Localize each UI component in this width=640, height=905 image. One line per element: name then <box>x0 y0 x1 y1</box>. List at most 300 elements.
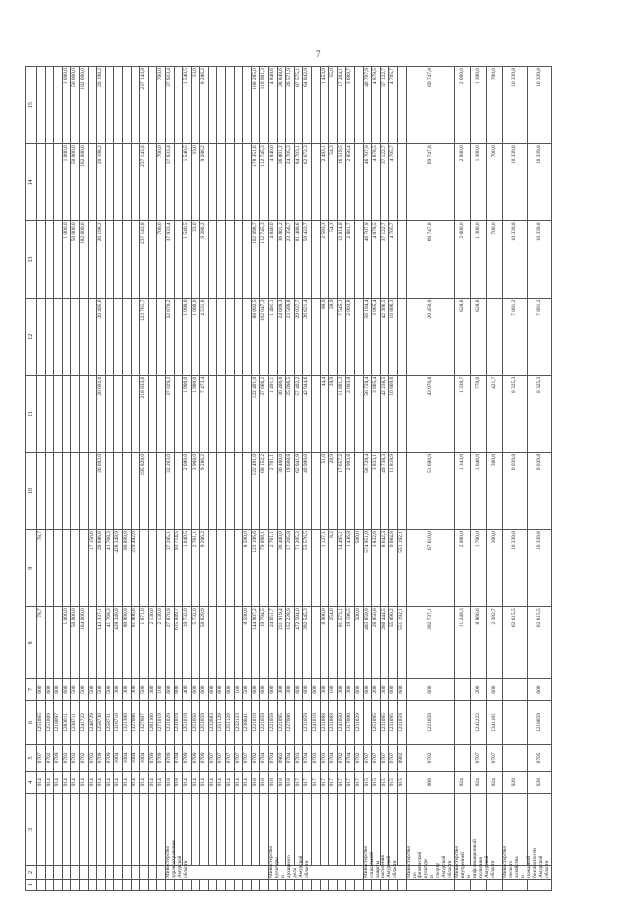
code-cell: 0707 <box>363 745 372 771</box>
amount-cell: 4 840,0 <box>269 221 278 298</box>
column-header: 9 <box>26 530 37 607</box>
amount-cell: 51,0 <box>320 452 329 529</box>
code-cell <box>62 879 71 890</box>
code-cell <box>389 793 398 865</box>
amount-cell: 574 951,0 <box>363 530 372 607</box>
amount-cell: 71 205,3 <box>294 530 303 607</box>
amount-cell <box>114 67 123 144</box>
amount-cell: 56 728,4 <box>363 452 372 529</box>
table-row <box>97 67 106 891</box>
code-cell: 500 <box>79 679 88 700</box>
amount-cell: 19 196,5 <box>346 607 355 679</box>
amount-cell: 2 761,1 <box>191 530 200 607</box>
code-cell <box>329 793 338 865</box>
amount-cell: 89 899,9 <box>122 607 131 679</box>
code-cell: 1231069 <box>329 700 338 745</box>
amount-cell: 30 400,0 <box>277 452 286 529</box>
code-cell <box>277 793 286 865</box>
amount-cell: 58 629,9 <box>200 607 209 679</box>
amount-cell: 37 122,7 <box>380 67 389 144</box>
code-cell <box>200 793 209 865</box>
amount-cell <box>105 67 114 144</box>
code-cell <box>397 793 406 865</box>
code-cell: 0902 <box>397 745 406 771</box>
amount-cell <box>37 298 46 375</box>
code-cell <box>79 793 88 865</box>
amount-cell: 41 768,3 <box>105 530 114 607</box>
amount-cell: 55 890,2 <box>389 607 398 679</box>
amount-cell: 10 339,8 <box>527 221 551 298</box>
code-cell <box>88 793 97 865</box>
code-cell: 0709 <box>200 745 209 771</box>
code-cell: 1231019 <box>174 700 183 745</box>
column-header: 4 <box>26 771 37 793</box>
amount-cell <box>217 144 226 221</box>
amount-cell: 14 495,1 <box>337 530 346 607</box>
amount-cell: 8 590,0 <box>243 607 252 679</box>
code-cell <box>226 879 235 890</box>
amount-cell: 10 339,8 <box>503 221 527 298</box>
code-cell: 914 <box>71 771 80 793</box>
amount-cell: 68 152,2 <box>260 452 269 529</box>
amount-cell: 62 615,5 <box>503 607 527 679</box>
code-cell <box>157 879 166 890</box>
amount-cell: 27 870,9 <box>165 607 174 679</box>
organization-name-cell <box>140 866 149 880</box>
amount-cell: 59 422,7 <box>303 221 312 298</box>
code-cell: 914 <box>191 771 200 793</box>
code-cell: 1231068 <box>320 700 329 745</box>
code-cell: 1248729 <box>88 700 97 745</box>
amount-cell <box>312 530 321 607</box>
code-cell: 914 <box>208 771 217 793</box>
code-cell: 100 <box>234 679 243 700</box>
code-cell: 914 <box>114 771 123 793</box>
code-cell <box>277 879 286 890</box>
amount-cell: 53 576,5 <box>303 530 312 607</box>
code-cell: 915 <box>397 771 406 793</box>
table-row <box>208 67 217 891</box>
code-cell: 0703 <box>320 745 329 771</box>
table-row <box>380 67 389 891</box>
amount-cell <box>157 298 166 375</box>
amount-cell <box>122 298 131 375</box>
amount-cell <box>62 375 71 452</box>
amount-cell <box>114 298 123 375</box>
amount-cell: 1 540,5 <box>183 221 192 298</box>
amount-cell: 8 906,0 <box>320 607 329 679</box>
amount-cell <box>226 298 235 375</box>
amount-cell: 62 072,3 <box>303 144 312 221</box>
amount-cell <box>45 375 54 452</box>
code-cell <box>294 793 303 865</box>
amount-cell <box>88 452 97 529</box>
organization-name-cell <box>45 866 54 880</box>
code-cell: 0702 <box>62 745 71 771</box>
amount-cell: 122 401,0 <box>251 375 260 452</box>
amount-cell: 4 705,7 <box>389 144 398 221</box>
amount-cell: 300,0 <box>487 530 503 607</box>
amount-cell: 1 046,0 <box>471 452 487 529</box>
table-row <box>251 67 260 891</box>
amount-cell <box>88 221 97 298</box>
code-cell: 0709 <box>97 745 106 771</box>
code-cell <box>131 793 140 865</box>
amount-cell: 64 842,8 <box>303 67 312 144</box>
amount-cell: 10 339,8 <box>503 144 527 221</box>
code-cell: 600 <box>487 679 503 700</box>
amount-cell: 102 098,7 <box>251 221 260 298</box>
code-cell <box>122 879 131 890</box>
amount-cell <box>37 452 46 529</box>
code-cell: 918 <box>260 771 269 793</box>
code-cell <box>191 793 200 865</box>
code-cell: 1221059 <box>406 700 455 745</box>
column-header: 11 <box>26 375 37 452</box>
amount-cell: 9 286,2 <box>200 452 209 529</box>
organization-name-cell <box>88 866 97 880</box>
amount-cell: 4 840,0 <box>269 144 278 221</box>
amount-cell: 3 065,4 <box>372 298 381 375</box>
amount-cell: 30 400,0 <box>277 530 286 607</box>
amount-cell <box>37 221 46 298</box>
amount-cell <box>148 67 157 144</box>
code-cell: 914 <box>37 771 46 793</box>
column-header: 7 <box>26 679 37 700</box>
organization-name-cell: Министерство здравоохранения Амурской области <box>165 866 268 880</box>
amount-cell: 1 300,0 <box>471 144 487 221</box>
code-cell <box>251 793 260 865</box>
organization-name-cell: Министерство лесного хозяйства и пожарной безопасности Амурской области <box>502 845 551 878</box>
amount-cell <box>71 530 80 607</box>
amount-cell <box>487 298 503 375</box>
code-cell: 0709 <box>157 745 166 771</box>
amount-cell: 49 900,0 <box>303 452 312 529</box>
code-cell: 1004 <box>122 745 131 771</box>
amount-cell: 123 761,7 <box>140 298 149 375</box>
amount-cell <box>234 221 243 298</box>
table-row <box>487 67 503 891</box>
amount-cell <box>217 375 226 452</box>
code-cell: 300 <box>122 679 131 700</box>
amount-cell: 2 993,8 <box>346 452 355 529</box>
code-cell: 600 <box>217 679 226 700</box>
code-cell <box>88 879 97 890</box>
code-cell: 300 <box>114 679 123 700</box>
code-cell: 1241222 <box>471 700 487 745</box>
code-cell: 914 <box>122 771 131 793</box>
amount-cell <box>243 375 252 452</box>
code-cell: 1251050 <box>191 700 200 745</box>
code-cell: 0702 <box>337 745 346 771</box>
amount-cell: 700,0 <box>157 67 166 144</box>
code-cell: 500 <box>243 679 252 700</box>
amount-cell <box>37 67 46 144</box>
code-cell <box>303 879 312 890</box>
code-cell <box>234 879 243 890</box>
amount-cell: 628,6 <box>471 298 487 375</box>
amount-cell <box>62 530 71 607</box>
code-cell <box>372 879 381 890</box>
code-cell: 917 <box>354 771 363 793</box>
code-cell: 400 <box>183 679 192 700</box>
amount-cell: 81 806,6 <box>131 607 140 679</box>
code-cell: 917 <box>346 771 355 793</box>
amount-cell: 10 809,6 <box>389 375 398 452</box>
amount-cell <box>122 67 131 144</box>
code-cell: 600 <box>397 679 406 700</box>
amount-cell <box>131 144 140 221</box>
code-cell: 917 <box>294 771 303 793</box>
code-cell: 0703 <box>312 745 321 771</box>
amount-cell: 551 192,1 <box>397 607 406 679</box>
code-cell: 914 <box>62 771 71 793</box>
code-cell: 0707 <box>234 745 243 771</box>
code-cell: 600 <box>62 679 71 700</box>
amount-cell <box>217 530 226 607</box>
amount-cell: 37 029,2 <box>165 375 174 452</box>
amount-cell: 10 339,8 <box>527 530 551 607</box>
code-cell: 915 <box>389 771 398 793</box>
code-cell: 500 <box>71 679 80 700</box>
amount-cell: 29 037,7 <box>294 298 303 375</box>
amount-cell: 25 096,5 <box>286 375 295 452</box>
amount-cell <box>208 530 217 607</box>
amount-cell <box>105 221 114 298</box>
amount-cell: 4 705,7 <box>389 67 398 144</box>
code-cell: 0707 <box>243 745 252 771</box>
table-row <box>346 67 355 891</box>
organization-name-cell <box>54 866 63 880</box>
amount-cell <box>208 298 217 375</box>
code-cell: 1327006 <box>131 700 140 745</box>
amount-cell <box>243 144 252 221</box>
amount-cell: 7 891,2 <box>527 298 551 375</box>
amount-cell: 2 761,1 <box>269 530 278 607</box>
code-cell: 600 <box>200 679 209 700</box>
amount-cell: 8,2 <box>329 530 338 607</box>
organization-name-cell: Министерство внутренней и информационной политики Амурской области <box>455 866 503 880</box>
amount-cell: 89,9 <box>320 298 329 375</box>
amount-cell: 54,3 <box>329 221 338 298</box>
code-cell <box>37 793 46 865</box>
amount-cell: 10 806,3 <box>389 298 398 375</box>
amount-cell: 195 828,0 <box>140 452 149 529</box>
code-cell <box>320 793 329 865</box>
amount-cell: 37 933,4 <box>165 144 174 221</box>
code-cell <box>165 879 174 890</box>
organization-name-cell <box>71 866 80 880</box>
amount-cell: 55,0 <box>329 67 338 144</box>
code-cell <box>346 793 355 865</box>
amount-cell: 1 990,0 <box>183 298 192 375</box>
amount-cell: 1 000,0 <box>62 221 71 298</box>
amount-cell: 2 382,7 <box>487 607 503 679</box>
code-cell: 0702 <box>79 745 88 771</box>
column-header: 6 <box>26 700 37 745</box>
amount-cell: 24 705,3 <box>286 144 295 221</box>
amount-cell: 1 491,1 <box>269 298 278 375</box>
code-cell: 300 <box>131 679 140 700</box>
code-cell: 1232083 <box>208 700 217 745</box>
amount-cell: 3 805,4 <box>372 375 381 452</box>
amount-cell: 91 573,1 <box>337 607 346 679</box>
amount-cell: 1 300,0 <box>471 67 487 144</box>
amount-cell: 42 306,5 <box>380 298 389 375</box>
table-row <box>114 67 123 891</box>
code-cell: 600 <box>303 679 312 700</box>
code-cell: 917 <box>303 771 312 793</box>
code-cell: 1251019 <box>183 700 192 745</box>
code-cell: 914 <box>243 771 252 793</box>
code-cell: 0702 <box>354 745 363 771</box>
amount-cell: 7 473,4 <box>200 375 209 452</box>
code-cell: 1221019 <box>251 700 260 745</box>
code-cell <box>45 793 54 865</box>
amount-cell: 122 491,0 <box>251 452 260 529</box>
table-row <box>234 67 243 891</box>
code-cell: 1231095 <box>380 700 389 745</box>
amount-cell: 41 768,3 <box>105 607 114 679</box>
amount-cell: 10 339,8 <box>527 144 551 221</box>
amount-cell: 33,0 <box>191 221 200 298</box>
code-cell <box>503 745 527 771</box>
code-cell: 0707 <box>389 745 398 771</box>
table-row <box>286 67 295 891</box>
code-cell: 914 <box>105 771 114 793</box>
code-cell: 0702 <box>45 745 54 771</box>
amount-cell: 37 666,2 <box>260 375 269 452</box>
code-cell: 0709 <box>148 745 157 771</box>
amount-cell: 9 286,2 <box>200 221 209 298</box>
amount-cell <box>54 221 63 298</box>
amount-cell: 32 203,0 <box>165 452 174 529</box>
code-cell: 300 <box>346 679 355 700</box>
organization-name-cell <box>148 866 157 880</box>
code-cell: 0704 <box>286 745 295 771</box>
code-cell: 600 <box>294 679 303 700</box>
amount-cell: 24 051,7 <box>269 607 278 679</box>
code-cell <box>62 793 71 865</box>
amount-cell <box>312 298 321 375</box>
amount-cell: 26 621,4 <box>303 298 312 375</box>
amount-cell: 237 143,8 <box>140 221 149 298</box>
amount-cell: 4 878,5 <box>372 221 381 298</box>
amount-cell: 50 000,0 <box>71 144 80 221</box>
amount-cell: 1 990,0 <box>191 298 200 375</box>
code-cell <box>71 879 80 890</box>
amount-cell: 143 337,1 <box>97 607 106 679</box>
amount-cell: 392 545,3 <box>303 607 312 679</box>
code-cell <box>183 793 192 865</box>
amount-cell <box>54 67 63 144</box>
table-row <box>503 67 527 891</box>
code-cell: 600 <box>226 679 235 700</box>
amount-cell: 112 745,3 <box>260 221 269 298</box>
code-cell <box>455 745 471 771</box>
amount-cell <box>45 530 54 607</box>
amount-cell: 237 143,8 <box>140 144 149 221</box>
code-cell: 1283011 <box>62 700 71 745</box>
code-cell: 914 <box>79 771 88 793</box>
amount-cell <box>208 375 217 452</box>
code-cell: 914 <box>131 771 140 793</box>
amount-cell <box>312 375 321 452</box>
amount-cell <box>54 607 63 679</box>
amount-cell <box>174 144 183 221</box>
amount-cell: 483 859,9 <box>363 607 372 679</box>
code-cell <box>97 879 106 890</box>
amount-cell: 770,0 <box>471 375 487 452</box>
code-cell: 0703 <box>294 745 303 771</box>
amount-cell <box>234 375 243 452</box>
amount-cell <box>234 452 243 529</box>
amount-cell: 178 351,6 <box>251 144 260 221</box>
amount-cell <box>79 530 88 607</box>
amount-cell: 102 047,3 <box>260 298 269 375</box>
amount-cell: 89 899,9 <box>122 530 131 607</box>
table-row <box>527 67 551 891</box>
code-cell: 1341181 <box>487 700 503 745</box>
code-cell <box>380 879 389 890</box>
code-cell: 600 <box>191 679 200 700</box>
amount-cell: 2 000,0 <box>455 144 471 221</box>
amount-cell <box>217 298 226 375</box>
amount-cell: 9 039,8 <box>527 452 551 529</box>
code-cell: 300 <box>337 679 346 700</box>
table-row <box>455 67 471 891</box>
code-cell: 500 <box>140 679 149 700</box>
amount-cell: 231 919,4 <box>277 607 286 679</box>
amount-cell <box>54 144 63 221</box>
amount-cell <box>114 452 123 529</box>
code-cell: 914 <box>183 771 192 793</box>
amount-cell <box>71 452 80 529</box>
amount-cell: 17 156,6 <box>88 530 97 607</box>
amount-cell: 69 747,8 <box>406 221 455 298</box>
amount-cell <box>234 144 243 221</box>
amount-cell <box>174 452 183 529</box>
amount-cell: 11 818,9 <box>389 452 398 529</box>
code-cell: 915 <box>363 771 372 793</box>
code-cell <box>217 793 226 865</box>
amount-cell: 36 801,2 <box>277 144 286 221</box>
rotated-table-wrapper <box>25 66 595 891</box>
code-cell: 0704 <box>260 745 269 771</box>
amount-cell <box>148 221 157 298</box>
organization-name-cell <box>62 866 71 880</box>
amount-cell: 50 000,0 <box>71 67 80 144</box>
amount-cell: 37 933,4 <box>165 221 174 298</box>
amount-cell <box>45 67 54 144</box>
code-cell: 0704 <box>329 745 338 771</box>
code-cell: 908 <box>406 771 455 793</box>
code-cell: 1231059 <box>397 700 406 745</box>
table-row <box>303 67 312 891</box>
amount-cell <box>88 375 97 452</box>
table-row <box>320 67 329 891</box>
amount-cell: 3 669,7 <box>346 67 355 144</box>
table-row <box>200 67 209 891</box>
code-cell: 0702 <box>406 745 455 771</box>
table-row <box>62 67 71 891</box>
amount-cell <box>312 67 321 144</box>
amount-cell <box>88 67 97 144</box>
code-cell: 1227006 <box>286 700 295 745</box>
amount-cell: 44,4 <box>320 375 329 452</box>
amount-cell <box>122 452 131 529</box>
amount-cell: 7 545,1 <box>337 298 346 375</box>
